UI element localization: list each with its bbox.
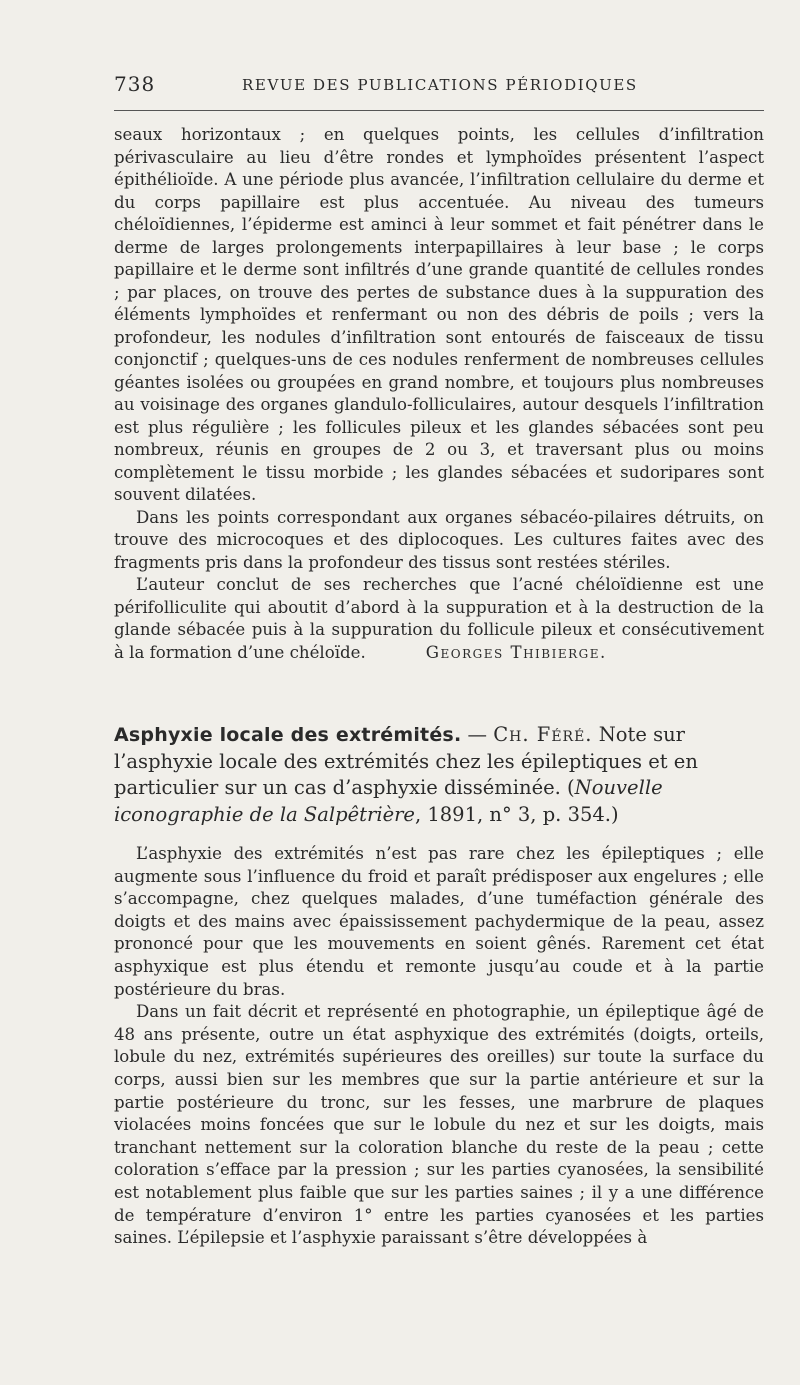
paragraph: L’asphyxie des extrémités n’est pas rare chez les épileptiques ; elle augmente sous l’influence du froid et paraît prédisposer aux engelures ; elle s’accompagne, chez quelques malades, d’une tuméfaction générale des doigts et des mains avec épaississement pachydermique de la peau, assez prononcé pour que les mouvements en soient gênés. Rarement cet état asphyxique est plus étendu et remonte jusqu’au coude et à la partie postérieure du bras. <box>114 844 764 999</box>
journal-name: Nouvelle iconographie de la Salpêtrière <box>114 776 663 826</box>
page-number: 738 <box>114 72 156 96</box>
paragraph <box>114 574 764 664</box>
article-author: Ch. Féré. <box>493 723 593 746</box>
header-rule <box>114 110 764 111</box>
article-citation <box>114 722 764 828</box>
paragraph: seaux horizontaux ; en quelques points, les cellules d’infiltration périvasculaire au lieu d’être rondes et lymphoïdes présentent l’aspect épithélioïde. A une période plus avancée, l’infiltration cellulaire du derme et du corps papillaire est plus accentuée. Au niveau des tumeurs chéloïdiennes, l’épiderme est aminci à leur sommet et fait pénétrer dans le derme de larges prolongements interpapillaires à leur base ; le corps papillaire et le derme sont infiltrés d’une grande quantité de cellules rondes ; par places, on trouve des pertes de substance dues à la suppuration des éléments lymphoïdes et renfermant ou non des débris de poils ; vers la profondeur, les nodules d’infiltration sont entourés de faisceaux de tissu conjonctif ; quelques-uns de ces nodules renferment de nombreuses cellules géantes isolées ou groupées en grand nombre, et toujours plus nombreuses au voisinage des organes glandulo-folliculaires, autour desquels l’infiltration est plus régulière ; les follicules pileux et les glandes sébacées sont peu nombreux, réunis en groupes de 2 ou 3, et traversant plus ou moins complètement le tissu morbide ; les glandes sébacées et sudoripares sont souvent dilatées. <box>114 125 764 504</box>
review-continuation <box>114 124 764 664</box>
article-heading <box>114 722 764 828</box>
article-description: Note sur l’asphyxie locale des extrémités chez les épileptiques et en particulier sur un cas d’asphyxie disséminée. ( <box>114 723 698 799</box>
article-review <box>114 843 764 1250</box>
title-dash: — <box>461 723 494 746</box>
paragraph-text: L’auteur conclut de ses recherches que l’acné chéloïdienne est une périfolliculite qui aboutit d’abord à la suppuration et à la destruction de la glande sébacée puis à la suppuration du follicule pileux et consécutivement à la formation d’une chéloïde. <box>114 575 764 662</box>
article-title: Asphyxie locale des extrémités. <box>114 724 462 746</box>
paragraph: Dans un fait décrit et représenté en photographie, un épileptique âgé de 48 ans présente, outre un état asphyxique des extrémités (doigts, orteils, lobule du nez, extrémités supérieures des oreilles) sur toute la surface du corps, aussi bien sur les membres que sur la partie antérieure et sur la partie postérieure du tronc, sur les fesses, une marbrure de plaques violacées moins foncées que sur le lobule du nez et sur les doigts, mais tranchant nettement sur la coloration blanche du reste de la peau ; cette coloration s’efface par la pression ; sur les parties cyanosées, la sensibilité est notablement plus faible que sur les parties saines ; il y a une différence de température d’environ 1° entre les parties cyanosées et les parties saines. L’épilepsie et l’asphyxie paraissant s’être développées à <box>114 1002 764 1248</box>
author-signature: Georges Thibierge. <box>425 642 607 662</box>
page-header <box>114 72 764 104</box>
running-title: REVUE DES PUBLICATIONS PÉRIODIQUES <box>242 76 638 94</box>
paragraph: Dans les points correspondant aux organes sébacéo-pilaires détruits, on trouve des microcoques et des diplocoques. Les cultures faites avec des fragments pris dans la profondeur des tissus sont restées stériles. <box>114 507 764 572</box>
journal-reference: , 1891, n° 3, p. 354.) <box>414 802 619 826</box>
